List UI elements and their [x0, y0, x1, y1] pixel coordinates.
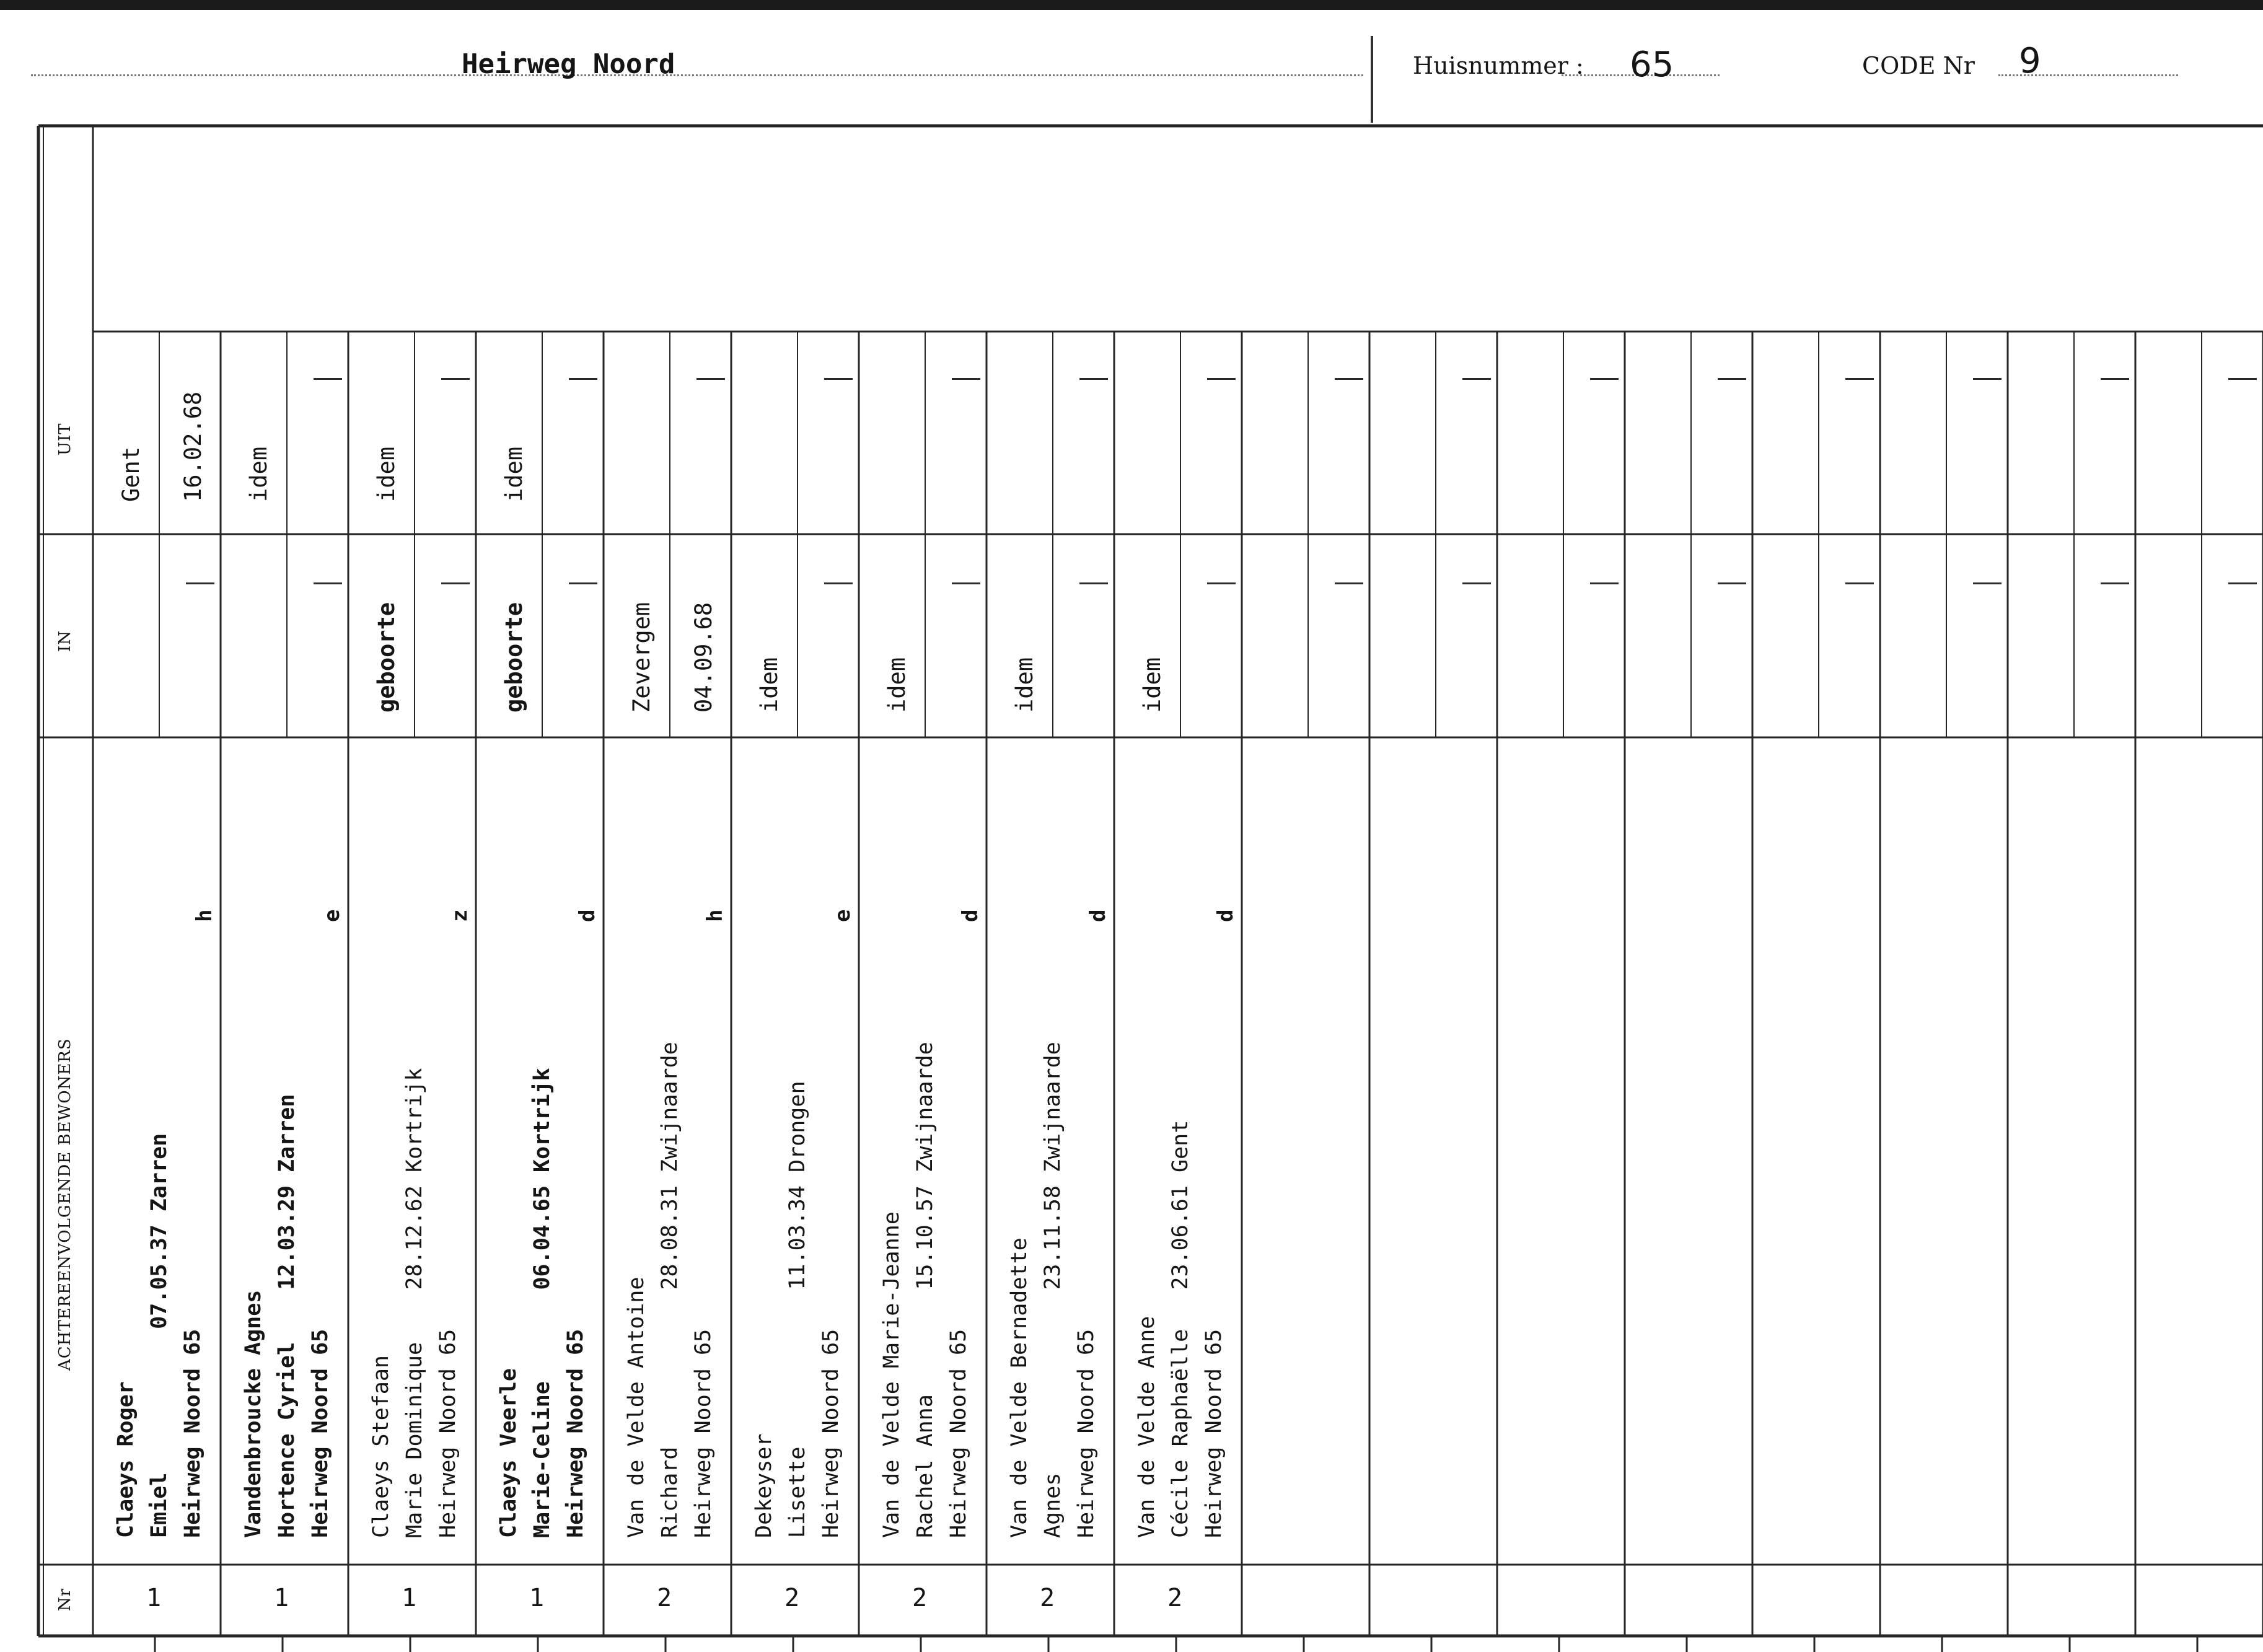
household-number: 2: [1040, 1584, 1055, 1612]
resident-line: Emiel 07.05.37 Zarren: [147, 1133, 172, 1538]
household-number: 2: [1167, 1584, 1183, 1612]
resident-entry: [620, 1042, 720, 1538]
sex-code: e: [830, 909, 855, 922]
empty-field-dash: [1718, 378, 1746, 380]
resident-line: Heirweg Noord 65: [563, 1329, 588, 1538]
sex-code: d: [958, 909, 983, 922]
resident-line: Vandenbroucke Agnes: [241, 1290, 266, 1538]
uit-date: 16.02.68: [180, 391, 206, 502]
sex-code: h: [192, 909, 217, 922]
sex-code: z: [447, 909, 472, 922]
resident-entry: [109, 1133, 209, 1538]
resident-entry: [1130, 1120, 1231, 1538]
uit-destination: idem: [245, 446, 272, 502]
empty-field-dash: [1335, 582, 1363, 584]
resident-line: Van de Velde Anne: [1135, 1316, 1159, 1538]
empty-field-dash: [2228, 582, 2257, 584]
resident-line: Hortence Cyriel 12.03.29 Zarren: [275, 1094, 299, 1538]
empty-field-dash: [952, 378, 980, 380]
sex-code: d: [1213, 909, 1238, 922]
resident-line: Heirweg Noord 65: [819, 1329, 843, 1538]
in-origin: idem: [884, 657, 910, 713]
resident-line: Dekeyser: [752, 1433, 776, 1538]
resident-line: Heirweg Noord 65: [691, 1329, 716, 1538]
in-origin: geboorte: [501, 602, 527, 713]
resident-entry: [1003, 1042, 1103, 1538]
empty-field-dash: [1335, 378, 1363, 380]
resident-line: Heirweg Noord 65: [946, 1329, 971, 1538]
in-origin: idem: [1139, 657, 1166, 713]
sex-code: h: [703, 909, 727, 922]
household-number: 1: [402, 1584, 417, 1612]
resident-entry: [875, 1042, 975, 1538]
resident-line: Claeys Roger: [113, 1381, 138, 1538]
empty-field-dash: [1079, 378, 1108, 380]
empty-field-dash: [569, 582, 597, 584]
empty-field-dash: [1590, 582, 1619, 584]
household-number: 1: [146, 1584, 162, 1612]
resident-line: Claeys Veerle: [496, 1368, 521, 1538]
resident-entry: [237, 1094, 337, 1538]
resident-entry: [492, 1068, 592, 1538]
empty-field-dash: [441, 582, 470, 584]
uit-destination: Gent: [118, 446, 144, 502]
empty-field-dash: [824, 582, 853, 584]
resident-line: Heirweg Noord 65: [180, 1329, 205, 1538]
empty-field-dash: [696, 378, 725, 380]
empty-field-dash: [441, 378, 470, 380]
resident-line: Lisette 11.03.34 Drongen: [785, 1081, 810, 1538]
code-number-label: CODE Nr: [1862, 52, 1975, 79]
in-origin: idem: [1011, 657, 1038, 713]
household-number: 2: [657, 1584, 672, 1612]
empty-field-dash: [314, 582, 342, 584]
empty-field-dash: [1462, 582, 1491, 584]
empty-field-dash: [1079, 582, 1108, 584]
empty-field-dash: [2101, 582, 2129, 584]
sex-code: d: [575, 909, 600, 922]
empty-field-dash: [2101, 378, 2129, 380]
empty-field-dash: [1462, 378, 1491, 380]
empty-field-dash: [1845, 378, 1874, 380]
resident-line: Claeys Stefaan: [369, 1355, 393, 1538]
sex-code: e: [320, 909, 345, 922]
resident-line: Heirweg Noord 65: [1202, 1329, 1226, 1538]
section-label-residents: ACHTEREENVOLGENDE BEWONERS: [56, 1038, 74, 1371]
in-origin: idem: [756, 657, 783, 713]
uit-destination: idem: [373, 446, 400, 502]
resident-line: Van de Velde Bernadette: [1007, 1237, 1032, 1538]
uit-destination: idem: [501, 446, 527, 502]
empty-field-dash: [314, 378, 342, 380]
house-number-label: Huisnummer :: [1413, 52, 1584, 79]
section-label-in: IN: [56, 630, 74, 652]
empty-field-dash: [1207, 582, 1236, 584]
resident-line: Marie-Celine 06.04.65 Kortrijk: [530, 1068, 555, 1538]
house-number-value: 65: [1630, 45, 1674, 85]
in-origin: geboorte: [373, 602, 400, 713]
resident-line: Marie Dominique 28.12.62 Kortrijk: [402, 1068, 427, 1538]
empty-field-dash: [1590, 378, 1619, 380]
section-label-nr: Nr: [56, 1588, 74, 1611]
empty-field-dash: [824, 378, 853, 380]
empty-field-dash: [952, 582, 980, 584]
in-origin: Zevergem: [628, 602, 655, 713]
resident-line: Agnes 23.11.58 Zwijnaarde: [1040, 1042, 1065, 1538]
household-number: 2: [912, 1584, 928, 1612]
empty-field-dash: [1718, 582, 1746, 584]
household-number: 2: [784, 1584, 800, 1612]
empty-field-dash: [569, 378, 597, 380]
empty-field-dash: [2228, 378, 2257, 380]
section-label-uit: UIT: [56, 423, 74, 455]
code-number-value: 9: [2019, 41, 2041, 81]
resident-line: Richard 28.08.31 Zwijnaarde: [657, 1042, 682, 1538]
household-number: 1: [529, 1584, 545, 1612]
household-number: 1: [274, 1584, 289, 1612]
resident-line: Cécile Raphaëlle 23.06.61 Gent: [1168, 1120, 1193, 1538]
resident-entry: [747, 1081, 848, 1538]
sex-code: d: [1086, 909, 1110, 922]
resident-line: Heirweg Noord 65: [308, 1329, 333, 1538]
resident-line: Heirweg Noord 65: [436, 1329, 460, 1538]
empty-field-dash: [1973, 378, 2002, 380]
empty-field-dash: [1973, 582, 2002, 584]
empty-field-dash: [1207, 378, 1236, 380]
street-name: Heirweg Noord: [462, 48, 675, 80]
resident-entry: [364, 1068, 465, 1538]
resident-line: Rachel Anna 15.10.57 Zwijnaarde: [913, 1042, 938, 1538]
empty-field-dash: [1845, 582, 1874, 584]
resident-line: Van de Velde Marie-Jeanne: [879, 1211, 904, 1538]
resident-line: Van de Velde Antoine: [624, 1276, 649, 1538]
resident-line: Heirweg Noord 65: [1074, 1329, 1099, 1538]
in-date: 04.09.68: [690, 602, 717, 713]
empty-field-dash: [186, 582, 214, 584]
